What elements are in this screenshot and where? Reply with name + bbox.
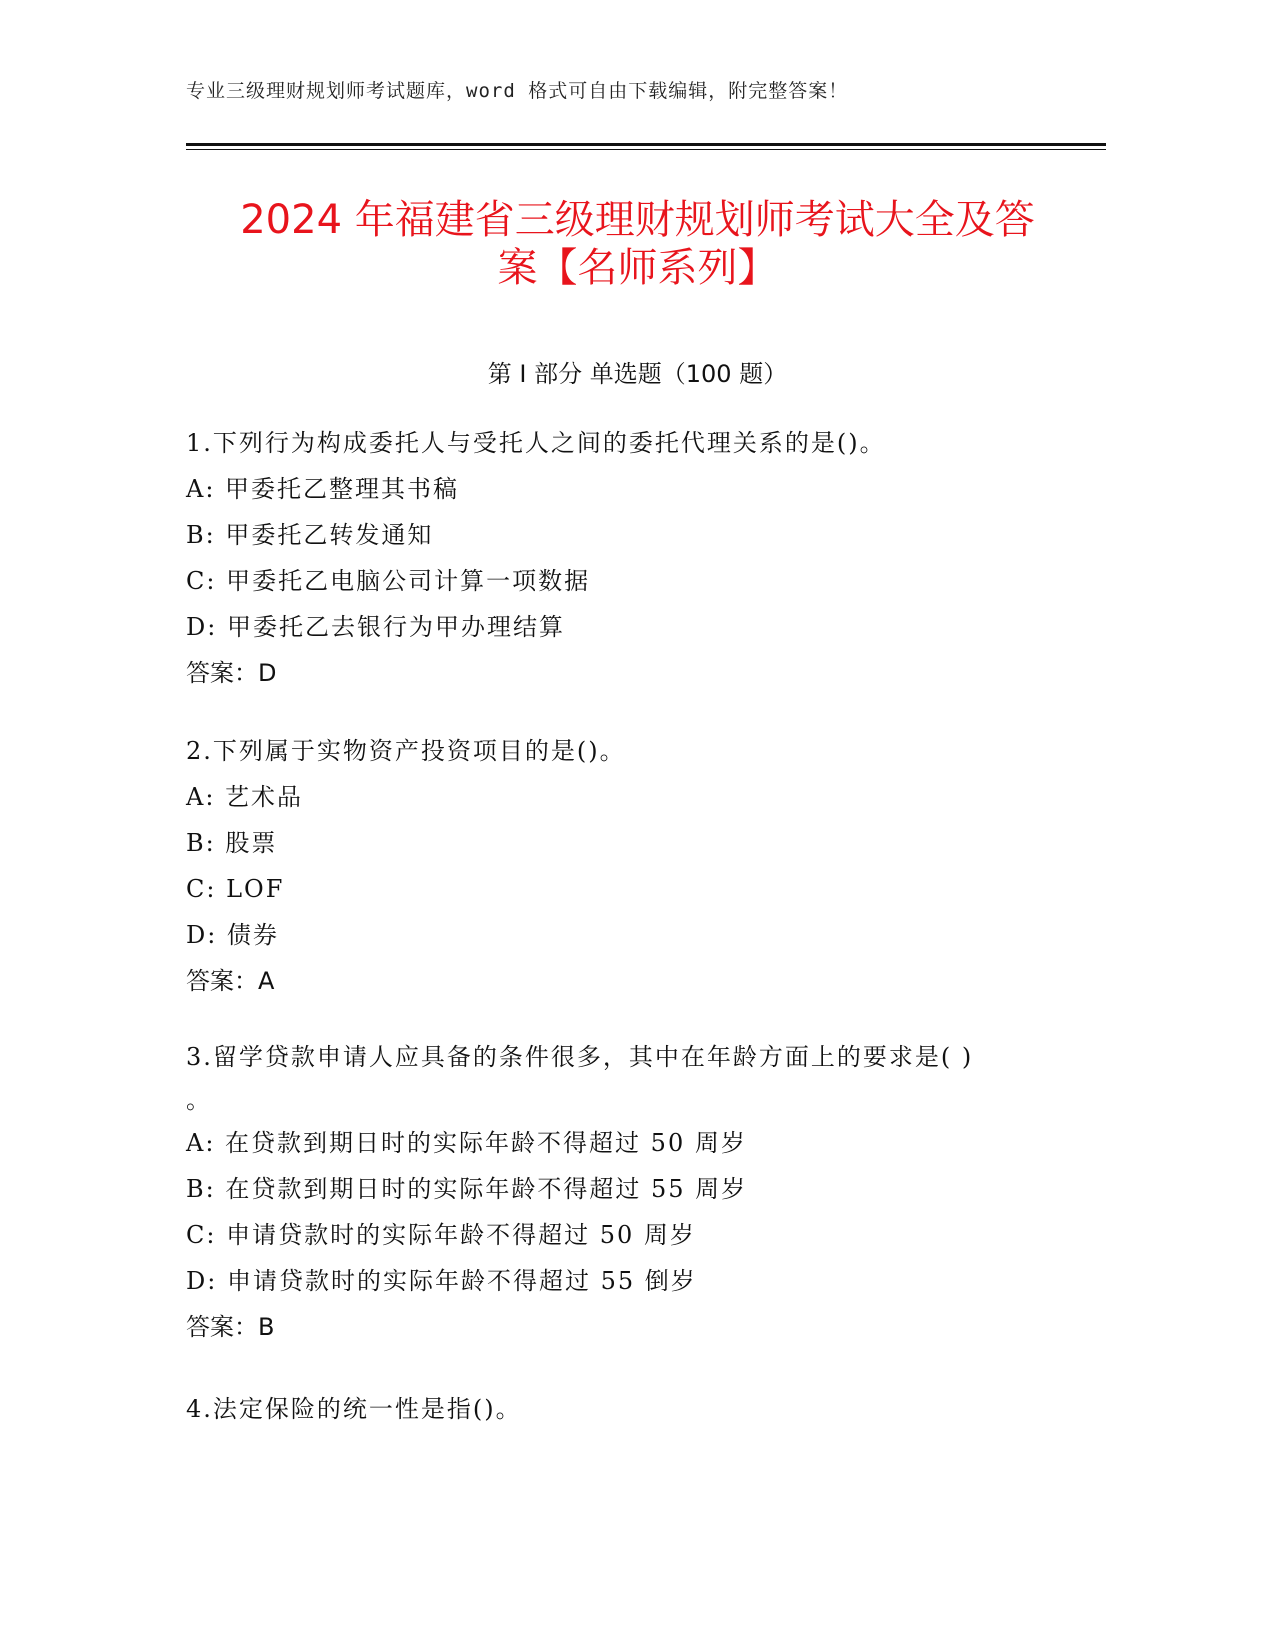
option-c: C: 甲委托乙电脑公司计算一项数据 [186, 567, 591, 595]
option-b: B: 甲委托乙转发通知 [186, 521, 434, 549]
answer: 答案：B [186, 1313, 275, 1341]
option-d: D: 甲委托乙去银行为甲办理结算 [186, 613, 565, 641]
question-3 [186, 1034, 1086, 1350]
question-2 [186, 728, 1086, 1004]
option-b: B: 股票 [186, 829, 278, 857]
question-4 [186, 1386, 1086, 1432]
option-d: D: 申请贷款时的实际年龄不得超过 55 倒岁 [186, 1267, 697, 1295]
option-b: B: 在贷款到期日时的实际年龄不得超过 55 周岁 [186, 1175, 748, 1203]
header-note: 专业三级理财规划师考试题库，word 格式可自由下载编辑，附完整答案！ [186, 80, 849, 102]
option-a: A: 在贷款到期日时的实际年龄不得超过 50 周岁 [186, 1129, 747, 1157]
option-a: A: 甲委托乙整理其书稿 [186, 475, 460, 503]
option-a: A: 艺术品 [186, 783, 304, 811]
question-stem: 3.留学贷款申请人应具备的条件很多，其中在年龄方面上的要求是( ) [186, 1043, 974, 1071]
title-line-2: 案【名师系列】 [497, 245, 778, 291]
option-c: C: LOF [186, 875, 285, 903]
option-c: C: 申请贷款时的实际年龄不得超过 50 周岁 [186, 1221, 696, 1249]
question-stem: 4.法定保险的统一性是指()。 [186, 1395, 522, 1423]
header-rule-thick [186, 143, 1106, 146]
section-heading: 第 I 部分 单选题（100 题） [487, 360, 788, 388]
title-line-1: 2024 年福建省三级理财规划师考试大全及答 [240, 197, 1035, 243]
option-d: D: 债券 [186, 921, 279, 949]
question-stem-continuation: 。 [186, 1086, 210, 1114]
question-stem: 2.下列属于实物资产投资项目的是()。 [186, 737, 626, 765]
question-stem: 1.下列行为构成委托人与受托人之间的委托代理关系的是()。 [186, 429, 886, 457]
answer: 答案：A [186, 967, 275, 995]
document-title [150, 196, 1125, 292]
question-1 [186, 420, 1086, 696]
answer: 答案：D [186, 659, 277, 687]
header-rule-thin [186, 149, 1106, 150]
